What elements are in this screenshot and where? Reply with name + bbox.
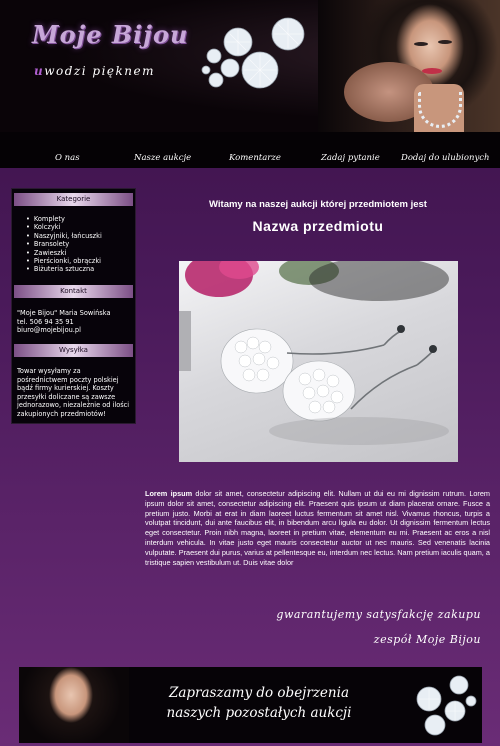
banner-model-photo [19,667,129,743]
header-banner [0,0,500,132]
product-photo [179,261,458,462]
contact-heading: Kontakt [14,285,133,298]
model-eye [438,40,452,44]
item-description [145,489,490,567]
welcome-text: Witamy na naszej aukcji której przedmiotem jest [209,199,427,210]
logo-title[interactable]: Moje Bijou [32,20,189,49]
shipping-heading: Wysyłka [14,344,133,357]
description-lead: Lorem ipsum [145,489,193,498]
category-item[interactable]: • Naszyjniki, łańcuszki [26,232,102,240]
category-item[interactable]: • Bransolety [26,240,102,248]
nav-item-nasze-aukcje[interactable]: Nasze aukcje [134,153,192,163]
banner-line1: Zapraszamy do obejrzenia [168,685,349,701]
model-lips [422,68,442,74]
category-item[interactable]: • Kolczyki [26,223,102,231]
contact-phone: tel. 506 94 35 91 [17,317,74,326]
tagline-rest: wodzi pięknem [44,64,155,78]
description-body: dolor sit amet, consectetur adipiscing elit. Nullam ut dui eu mi dignissim rutrum. Lorem ipsum dolor sit amet, consectetur adipiscing elit. Praesent quis ipsum ut diam placerat ornare. Fusce a pretium justo. Morbi at erat in diam laoreet luctus fermentum sit amet nisl. Vivamus rhoncus, turpis a volutpat tincidunt, dui ante faucibus elit, in bibendum arcu ligula eu dolor. Ut dignissim fermentum lectus eget consectetur. Proin nibh magna, laoreet in pretium vitae, elementum eu mi. Praesent ac eros a nisl interdum vehicula. In vitae justo eget mauris consectetur auctor ut nec mauris. Sed venenatis lacinia vulputate. Praesent dui purus, varius at pellentesque eu, interdum nec lectus. Nam pretium iaculis quam, a tristique sapien vestibulum ut. Duis vitae dolor [145,489,491,567]
diamonds-icon [409,673,479,739]
nav-item-zadaj-pytanie[interactable]: Zadaj pytanie [321,153,380,163]
team-signature: zespół Moje Bijou [373,633,481,646]
nav-item-komentarze[interactable]: Komentarze [229,153,281,163]
item-title: Nazwa przedmiotu [252,218,384,234]
contact-name: "Moje Bijou" Maria Sowińska [17,309,111,317]
nav-item-dodaj-do-ulubionych[interactable]: Dodaj do ulubionych [401,153,490,163]
other-auctions-banner[interactable] [19,667,482,743]
model-eye [414,42,428,46]
guarantee-text: gwarantujemy satysfakcję zakupu [276,608,481,621]
main-nav [0,148,500,168]
header [0,0,500,148]
diamonds-icon [200,14,310,94]
model-photo [318,0,500,132]
category-item[interactable]: • Komplety [26,215,102,223]
banner-text [129,683,389,723]
category-item[interactable]: • Biżuteria sztuczna [26,265,102,273]
category-item[interactable]: • Pierścionki, obrączki [26,257,102,265]
category-item[interactable]: • Zawieszki [26,249,102,257]
contact-email[interactable]: biuro@mojebijou.pl [17,326,81,335]
categories-list [26,215,102,274]
banner-line2: naszych pozostałych aukcji [166,705,352,721]
tagline-initial: u [34,64,45,78]
logo-tagline [34,64,155,78]
sidebar [11,188,136,424]
nav-item-o-nas[interactable]: O nas [55,153,80,163]
contact-info [17,309,110,335]
categories-heading: Kategorie [14,193,133,206]
shipping-text: Towar wysyłamy za pośrednictwem poczty polskiej bądź firmy kurierskiej. Koszty przesyłki doliczane są zawsze jednorazowo, niezależnie od ilości zakupionych przedmiotów! [17,367,130,418]
earrings-image [179,261,458,462]
